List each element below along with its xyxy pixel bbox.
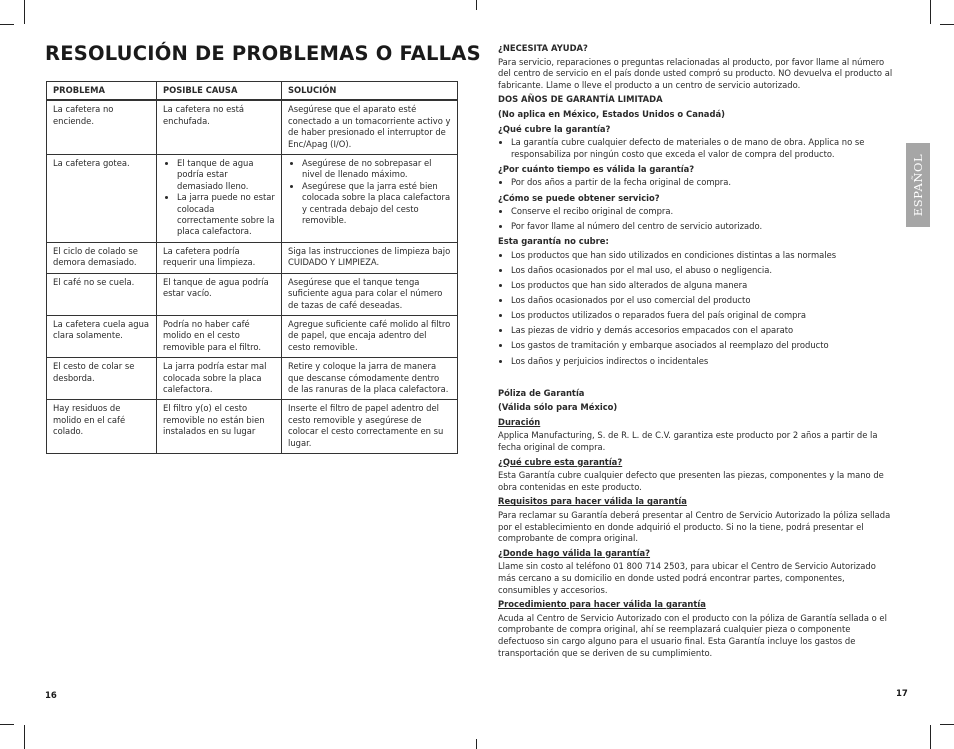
cause-cell: La cafetera no está enchufada. [157, 100, 282, 154]
help-text: Para servicio, reparaciones o preguntas relacionadas al producto, por favor llame al número del centro de servicio en el país donde usted compró su producto. NO devuelva el producto al fabricante. Llame o lleve el producto a un centro de servicio autorizado. [498, 56, 893, 90]
bullet-list [498, 177, 894, 189]
list-item: • El tanque de agua podría estar demasiado lleno. [177, 158, 275, 192]
section-text: Llame sin costo al teléfono 01 800 714 2503, para ubicar el Centro de Servicio Autorizado más cercano a su domicilio en donde usted podrá encontrar partes, componentes, consumibles y accesorios. [498, 561, 876, 595]
problem-cell: El ciclo de colado se demora demasiado. [47, 242, 157, 273]
list-item: • Conserve el recibo original de compra. [511, 206, 894, 218]
table-row [47, 358, 458, 400]
section-heading: ¿Donde hago válida la garantía? [498, 547, 651, 558]
center-mark [476, 739, 477, 749]
list-item: • La jarra puede no estar colocada correctamente sobre la placa calefactora. [177, 192, 275, 238]
list-item: • Asegúrese que la jarra esté bien colocada sobre la placa calefactora y centrada debajo del cesto removible. [302, 181, 451, 227]
crop-mark [24, 725, 25, 749]
troubleshooting-table [46, 81, 458, 454]
list-item: • Los productos que han sido alterados de alguna manera [511, 280, 894, 292]
page-title: RESOLUCIÓN DE PROBLEMAS O FALLAS [45, 42, 481, 65]
table-row [47, 273, 458, 315]
solution-cell: Inserte el filtro de papel adentro del cesto removible y asegúrese de colocar el cesto correctamente en su lugar. [282, 400, 458, 454]
problem-cell: La cafetera no enciende. [47, 100, 157, 154]
section-heading: Duración [498, 416, 541, 427]
problem-cell: Hay residuos de molido en el café colado. [47, 400, 157, 454]
bullet-list [498, 206, 894, 233]
crop-mark [930, 0, 931, 24]
table-row [47, 242, 458, 273]
list-item: • Los daños ocasionados por el uso comercial del producto [511, 295, 894, 307]
solution-cell: Asegúrese que el tanque tenga suficiente agua para colar el número de tazas de café deseadas. [282, 273, 458, 315]
question-heading: ¿Por cuánto tiempo es válida la garantía? [498, 163, 695, 174]
cause-cell: La cafetera podría requerir una limpieza. [157, 242, 282, 273]
solution-cell: Asegúrese que el aparato esté conectado a un tomacorriente activo y de haber presionado el interruptor de Enc/Apag (I/O). [282, 100, 458, 154]
problem-cell: La cafetera cuela agua clara solamente. [47, 315, 157, 357]
problem-cell: La cafetera gotea. [47, 155, 157, 243]
list-item: • Asegúrese de no sobrepasar el nivel de llenado máximo. [302, 158, 451, 181]
crop-mark [940, 724, 954, 725]
page-number-right: 17 [896, 689, 908, 699]
cause-cell: Podría no haber café molido en el cesto removible para el filtro. [157, 315, 282, 357]
cause-cell: La jarra podría estar mal colocada sobre la placa calefactora. [157, 358, 282, 400]
column-header-solution: SOLUCIÓN [282, 82, 458, 101]
bullet-list [498, 250, 894, 367]
table-row [47, 155, 458, 243]
table-row [47, 100, 458, 154]
list-item: • Los productos que han sido utilizados en condiciones distintas a las normales [511, 250, 894, 262]
help-heading: ¿NECESITA AYUDA? [498, 43, 588, 53]
crop-mark [940, 24, 954, 25]
poliza-heading: Póliza de Garantía [498, 387, 585, 398]
list-item: • Por favor llame al número del centro de servicio autorizado. [511, 221, 894, 233]
section-heading: Requisitos para hacer válida la garantía [498, 496, 687, 507]
language-tab-label: ESPAÑOL [911, 153, 925, 217]
crop-mark [0, 724, 14, 725]
solution-cell [282, 155, 458, 243]
cause-cell [157, 155, 282, 243]
warranty-subheading: (No aplica en México, Estados Unidos o Canadá) [498, 108, 725, 119]
section-text: Acuda al Centro de Servicio Autorizado con el producto con la póliza de Garantía sellada o el comprobante de compra original, ahí se reemplazará cualquier pieza o componente defectuoso sin cargo alguno para el usuario final. Esta Garantía incluye los gastos de transportación que se deriven de su cumplimiento. [498, 612, 887, 658]
crop-mark [0, 24, 14, 25]
list-item: • La garantía cubre cualquier defecto de materiales o de mano de obra. Applica no se responsabiliza por ningún costo que exceda el valor de compra del producto. [511, 137, 894, 160]
section-heading: Procedimiento para hacer válida la garantía [498, 599, 706, 610]
question-heading: Esta garantía no cubre: [498, 236, 609, 247]
solution-cell: Siga las instrucciones de limpieza bajo CUIDADO Y LIMPIEZA. [282, 242, 458, 273]
table-row [47, 315, 458, 357]
question-heading: ¿Qué cubre la garantía? [498, 123, 611, 134]
cause-cell: El tanque de agua podría estar vacío. [157, 273, 282, 315]
list-item: • Los productos utilizados o reparados fuera del país original de compra [511, 310, 894, 322]
list-item: • Los daños y perjuicios indirectos o incidentales [511, 356, 894, 368]
crop-mark [930, 725, 931, 749]
section-heading: ¿Qué cubre esta garantía? [498, 456, 623, 467]
section-text: Para reclamar su Garantía deberá presentar al Centro de Servicio Autorizado la póliza sellada por el establecimiento en donde adquirió el producto. Si no la tiene, podrá presentar el comprobante de compra original. [498, 510, 891, 544]
bullet-list [498, 137, 894, 160]
list-item: • Las piezas de vidrio y demás accesorios empacados con el aparato [511, 325, 894, 337]
poliza-subheading: (Válida sólo para México) [498, 402, 618, 413]
crop-mark [24, 0, 25, 24]
column-header-problem: PROBLEMA [47, 82, 157, 101]
table-header-row [47, 82, 458, 101]
problem-cell: El cesto de colar se desborda. [47, 358, 157, 400]
question-heading: ¿Cómo se puede obtener servicio? [498, 192, 660, 203]
warranty-column [498, 43, 894, 659]
list-item: • Los gastos de tramitación y embarque asociados al reemplazo del producto [511, 340, 894, 352]
list-item: • Por dos años a partir de la fecha original de compra. [511, 177, 894, 189]
column-header-cause: POSIBLE CAUSA [157, 82, 282, 101]
warranty-heading: DOS AÑOS DE GARANTÍA LIMITADA [498, 94, 663, 105]
solution-cell: Retire y coloque la jarra de manera que descanse cómodamente dentro de las ranuras de la placa calefactora. [282, 358, 458, 400]
table-row [47, 400, 458, 454]
section-text: Esta Garantía cubre cualquier defecto que presenten las piezas, componentes y la mano de obra contenidas en este producto. [498, 470, 884, 492]
center-mark [476, 0, 477, 10]
solution-cell: Agregue suficiente café molido al filtro de papel, que encaja adentro del cesto removible. [282, 315, 458, 357]
language-tab [906, 143, 930, 227]
problem-cell: El café no se cuela. [47, 273, 157, 315]
page-number-left: 16 [45, 691, 57, 701]
section-text: Applica Manufacturing, S. de R. L. de C.V. garantiza este producto por 2 años a partir de la fecha original de compra. [498, 430, 878, 453]
cause-cell: El filtro y(o) el cesto removible no están bien instalados en su lugar [157, 400, 282, 454]
list-item: • Los daños ocasionados por el mal uso, el abuso o negligencia. [511, 265, 894, 277]
